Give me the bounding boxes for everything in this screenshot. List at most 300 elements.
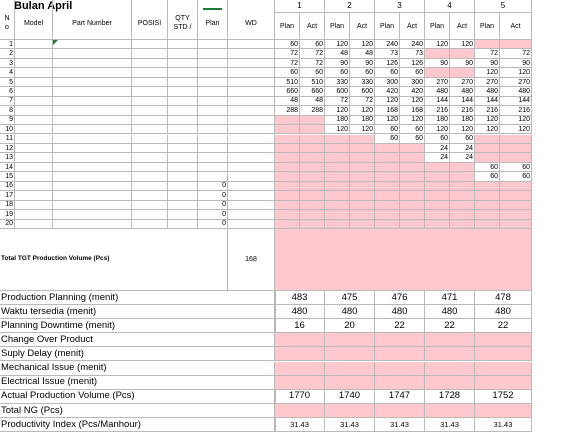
summary-day-4[interactable]: 22 xyxy=(425,319,475,333)
row-number[interactable]: 15 xyxy=(0,172,15,181)
row-number[interactable]: 5 xyxy=(0,78,15,87)
value-cell[interactable]: 120 xyxy=(500,125,532,134)
wd-cell[interactable] xyxy=(228,153,275,162)
summary-day-1[interactable] xyxy=(275,404,325,418)
row-number[interactable]: 13 xyxy=(0,153,15,162)
plan-cell[interactable] xyxy=(198,153,228,162)
value-cell[interactable] xyxy=(275,191,300,200)
summary-day-1[interactable]: 1770 xyxy=(275,390,325,404)
row-number[interactable]: 19 xyxy=(0,210,15,219)
summary-day-3[interactable]: 480 xyxy=(375,305,425,319)
value-cell[interactable]: 120 xyxy=(475,125,500,134)
day-header-2[interactable]: 2 xyxy=(325,0,375,13)
value-cell[interactable] xyxy=(275,220,300,229)
part-number-cell[interactable] xyxy=(53,116,132,125)
value-cell[interactable] xyxy=(325,144,350,153)
wd-cell[interactable] xyxy=(228,116,275,125)
row-number[interactable]: 11 xyxy=(0,135,15,144)
model-cell[interactable] xyxy=(15,172,53,181)
row-number[interactable]: 8 xyxy=(0,106,15,115)
value-cell[interactable]: 72 xyxy=(275,59,300,68)
total-tgt-blank[interactable] xyxy=(275,229,532,291)
value-cell[interactable] xyxy=(425,201,450,210)
row-number[interactable]: 9 xyxy=(0,116,15,125)
summary-day-4[interactable] xyxy=(425,376,475,390)
plan-cell[interactable] xyxy=(198,59,228,68)
value-cell[interactable]: 72 xyxy=(300,59,325,68)
summary-day-5[interactable] xyxy=(475,347,532,361)
value-cell[interactable]: 120 xyxy=(325,125,350,134)
qty-cell[interactable] xyxy=(168,40,198,49)
model-cell[interactable] xyxy=(15,191,53,200)
model-cell[interactable] xyxy=(15,182,53,191)
value-cell[interactable] xyxy=(275,153,300,162)
value-cell[interactable] xyxy=(275,182,300,191)
row-number[interactable]: 12 xyxy=(0,144,15,153)
value-cell[interactable]: 120 xyxy=(450,125,475,134)
summary-day-2[interactable]: 480 xyxy=(325,305,375,319)
wd-cell[interactable] xyxy=(228,40,275,49)
plan-cell[interactable]: 0 xyxy=(198,210,228,219)
row-number[interactable]: 1 xyxy=(0,40,15,49)
summary-day-3[interactable] xyxy=(375,376,425,390)
day-header-4[interactable]: 4 xyxy=(425,0,475,13)
value-cell[interactable]: 120 xyxy=(500,116,532,125)
column-header-wd[interactable]: WD xyxy=(228,0,275,40)
plan-cell[interactable] xyxy=(198,172,228,181)
subheader-plan-day-5[interactable]: Plan xyxy=(475,13,500,40)
value-cell[interactable]: 480 xyxy=(450,87,475,96)
value-cell[interactable]: 216 xyxy=(475,106,500,115)
model-cell[interactable] xyxy=(15,116,53,125)
value-cell[interactable] xyxy=(400,220,425,229)
day-header-1[interactable]: 1 xyxy=(275,0,325,13)
value-cell[interactable]: 600 xyxy=(325,87,350,96)
value-cell[interactable] xyxy=(275,125,300,134)
summary-day-3[interactable] xyxy=(375,362,425,376)
plan-cell[interactable] xyxy=(198,87,228,96)
part-number-cell[interactable] xyxy=(53,40,132,49)
summary-day-5[interactable]: 22 xyxy=(475,319,532,333)
value-cell[interactable]: 480 xyxy=(500,87,532,96)
summary-day-5[interactable] xyxy=(475,333,532,347)
summary-day-3[interactable] xyxy=(375,404,425,418)
value-cell[interactable]: 120 xyxy=(425,40,450,49)
value-cell[interactable]: 270 xyxy=(450,78,475,87)
value-cell[interactable]: 60 xyxy=(475,163,500,172)
posisi-cell[interactable] xyxy=(132,116,168,125)
value-cell[interactable]: 120 xyxy=(400,116,425,125)
value-cell[interactable]: 216 xyxy=(425,106,450,115)
part-number-cell[interactable] xyxy=(53,78,132,87)
value-cell[interactable]: 510 xyxy=(300,78,325,87)
value-cell[interactable] xyxy=(275,144,300,153)
value-cell[interactable]: 120 xyxy=(450,40,475,49)
value-cell[interactable]: 660 xyxy=(275,87,300,96)
row-number[interactable]: 20 xyxy=(0,220,15,229)
value-cell[interactable] xyxy=(450,201,475,210)
value-cell[interactable]: 420 xyxy=(375,87,400,96)
value-cell[interactable]: 24 xyxy=(450,144,475,153)
value-cell[interactable] xyxy=(475,135,500,144)
plan-cell[interactable]: 0 xyxy=(198,220,228,229)
value-cell[interactable] xyxy=(350,201,375,210)
value-cell[interactable]: 288 xyxy=(275,106,300,115)
value-cell[interactable] xyxy=(475,153,500,162)
qty-cell[interactable] xyxy=(168,220,198,229)
value-cell[interactable] xyxy=(400,144,425,153)
value-cell[interactable] xyxy=(350,144,375,153)
summary-day-4[interactable] xyxy=(425,404,475,418)
summary-day-4[interactable]: 1728 xyxy=(425,390,475,404)
value-cell[interactable] xyxy=(375,172,400,181)
part-number-cell[interactable] xyxy=(53,191,132,200)
wd-cell[interactable] xyxy=(228,78,275,87)
value-cell[interactable]: 48 xyxy=(350,49,375,58)
model-cell[interactable] xyxy=(15,106,53,115)
row-number[interactable]: 2 xyxy=(0,49,15,58)
value-cell[interactable]: 60 xyxy=(400,125,425,134)
value-cell[interactable] xyxy=(375,191,400,200)
value-cell[interactable] xyxy=(425,68,450,77)
value-cell[interactable]: 72 xyxy=(350,97,375,106)
subheader-act-day-5[interactable]: Act xyxy=(500,13,532,40)
summary-day-5[interactable]: 31.43 xyxy=(475,418,532,432)
value-cell[interactable]: 60 xyxy=(350,68,375,77)
value-cell[interactable]: 120 xyxy=(350,125,375,134)
wd-cell[interactable] xyxy=(228,201,275,210)
summary-day-4[interactable] xyxy=(425,347,475,361)
posisi-cell[interactable] xyxy=(132,59,168,68)
qty-cell[interactable] xyxy=(168,135,198,144)
column-header-model[interactable]: Model xyxy=(15,0,53,40)
value-cell[interactable] xyxy=(300,125,325,134)
summary-day-3[interactable] xyxy=(375,347,425,361)
value-cell[interactable] xyxy=(425,163,450,172)
summary-label[interactable]: Productivity Index (Pcs/Manhour) xyxy=(0,418,275,432)
summary-day-2[interactable]: 20 xyxy=(325,319,375,333)
value-cell[interactable] xyxy=(500,210,532,219)
value-cell[interactable] xyxy=(325,210,350,219)
value-cell[interactable] xyxy=(450,191,475,200)
summary-day-5[interactable] xyxy=(475,362,532,376)
summary-day-2[interactable]: 1740 xyxy=(325,390,375,404)
row-number[interactable]: 17 xyxy=(0,191,15,200)
value-cell[interactable] xyxy=(425,172,450,181)
value-cell[interactable] xyxy=(325,182,350,191)
posisi-cell[interactable] xyxy=(132,172,168,181)
wd-cell[interactable] xyxy=(228,210,275,219)
part-number-cell[interactable] xyxy=(53,172,132,181)
value-cell[interactable]: 90 xyxy=(450,59,475,68)
day-header-3[interactable]: 3 xyxy=(375,0,425,13)
value-cell[interactable] xyxy=(450,182,475,191)
qty-cell[interactable] xyxy=(168,68,198,77)
summary-day-4[interactable] xyxy=(425,333,475,347)
value-cell[interactable]: 144 xyxy=(475,97,500,106)
part-number-cell[interactable] xyxy=(53,163,132,172)
value-cell[interactable]: 60 xyxy=(275,68,300,77)
subheader-act-day-2[interactable]: Act xyxy=(350,13,375,40)
summary-day-1[interactable]: 16 xyxy=(275,319,325,333)
value-cell[interactable] xyxy=(425,210,450,219)
value-cell[interactable]: 420 xyxy=(400,87,425,96)
model-cell[interactable] xyxy=(15,163,53,172)
value-cell[interactable] xyxy=(325,191,350,200)
column-header-part-number[interactable]: Part Number xyxy=(53,0,132,40)
value-cell[interactable] xyxy=(350,153,375,162)
subheader-act-day-4[interactable]: Act xyxy=(450,13,475,40)
value-cell[interactable]: 600 xyxy=(350,87,375,96)
value-cell[interactable]: 60 xyxy=(300,68,325,77)
posisi-cell[interactable] xyxy=(132,87,168,96)
value-cell[interactable] xyxy=(500,182,532,191)
value-cell[interactable]: 168 xyxy=(375,106,400,115)
value-cell[interactable]: 126 xyxy=(375,59,400,68)
value-cell[interactable]: 120 xyxy=(325,40,350,49)
value-cell[interactable]: 120 xyxy=(325,106,350,115)
total-tgt-value[interactable]: 168 xyxy=(228,229,275,291)
qty-cell[interactable] xyxy=(168,116,198,125)
value-cell[interactable] xyxy=(300,182,325,191)
row-number[interactable]: 3 xyxy=(0,59,15,68)
plan-cell[interactable] xyxy=(198,78,228,87)
summary-day-5[interactable]: 478 xyxy=(475,291,532,305)
value-cell[interactable] xyxy=(300,220,325,229)
subheader-plan-day-2[interactable]: Plan xyxy=(325,13,350,40)
value-cell[interactable]: 60 xyxy=(500,172,532,181)
summary-label[interactable]: Suply Delay (menit) xyxy=(0,347,275,361)
row-number[interactable]: 10 xyxy=(0,125,15,134)
value-cell[interactable]: 60 xyxy=(400,68,425,77)
summary-day-5[interactable] xyxy=(475,404,532,418)
value-cell[interactable] xyxy=(300,163,325,172)
value-cell[interactable]: 73 xyxy=(400,49,425,58)
subheader-plan-day-4[interactable]: Plan xyxy=(425,13,450,40)
posisi-cell[interactable] xyxy=(132,135,168,144)
value-cell[interactable] xyxy=(350,172,375,181)
value-cell[interactable]: 60 xyxy=(375,68,400,77)
summary-label[interactable]: Actual Production Volume (Pcs) xyxy=(0,390,275,404)
value-cell[interactable] xyxy=(425,191,450,200)
value-cell[interactable] xyxy=(350,163,375,172)
summary-day-2[interactable] xyxy=(325,333,375,347)
posisi-cell[interactable] xyxy=(132,68,168,77)
row-number[interactable]: 6 xyxy=(0,87,15,96)
value-cell[interactable] xyxy=(450,172,475,181)
wd-cell[interactable] xyxy=(228,59,275,68)
value-cell[interactable]: 180 xyxy=(450,116,475,125)
model-cell[interactable] xyxy=(15,87,53,96)
value-cell[interactable] xyxy=(275,163,300,172)
value-cell[interactable] xyxy=(325,172,350,181)
posisi-cell[interactable] xyxy=(132,153,168,162)
value-cell[interactable] xyxy=(275,201,300,210)
value-cell[interactable] xyxy=(325,135,350,144)
column-header-no[interactable]: N o xyxy=(0,0,15,40)
summary-day-5[interactable]: 1752 xyxy=(475,390,532,404)
value-cell[interactable] xyxy=(375,201,400,210)
value-cell[interactable]: 144 xyxy=(450,97,475,106)
summary-day-1[interactable]: 480 xyxy=(275,305,325,319)
value-cell[interactable]: 300 xyxy=(375,78,400,87)
model-cell[interactable] xyxy=(15,201,53,210)
plan-cell[interactable] xyxy=(198,116,228,125)
qty-cell[interactable] xyxy=(168,49,198,58)
summary-day-3[interactable]: 22 xyxy=(375,319,425,333)
summary-day-4[interactable]: 480 xyxy=(425,305,475,319)
value-cell[interactable] xyxy=(300,172,325,181)
part-number-cell[interactable] xyxy=(53,49,132,58)
value-cell[interactable] xyxy=(275,210,300,219)
wd-cell[interactable] xyxy=(228,49,275,58)
row-number[interactable]: 7 xyxy=(0,97,15,106)
plan-cell[interactable] xyxy=(198,97,228,106)
value-cell[interactable]: 90 xyxy=(475,59,500,68)
qty-cell[interactable] xyxy=(168,97,198,106)
value-cell[interactable] xyxy=(300,144,325,153)
part-number-cell[interactable] xyxy=(53,182,132,191)
posisi-cell[interactable] xyxy=(132,97,168,106)
value-cell[interactable] xyxy=(400,210,425,219)
value-cell[interactable]: 60 xyxy=(500,163,532,172)
subheader-plan-day-1[interactable]: Plan xyxy=(275,13,300,40)
posisi-cell[interactable] xyxy=(132,40,168,49)
summary-day-1[interactable] xyxy=(275,362,325,376)
value-cell[interactable]: 60 xyxy=(475,172,500,181)
value-cell[interactable] xyxy=(275,172,300,181)
value-cell[interactable]: 90 xyxy=(500,59,532,68)
summary-day-2[interactable] xyxy=(325,376,375,390)
value-cell[interactable]: 120 xyxy=(375,116,400,125)
qty-cell[interactable] xyxy=(168,59,198,68)
value-cell[interactable] xyxy=(475,210,500,219)
summary-day-4[interactable] xyxy=(425,362,475,376)
model-cell[interactable] xyxy=(15,40,53,49)
value-cell[interactable] xyxy=(375,153,400,162)
value-cell[interactable]: 180 xyxy=(325,116,350,125)
value-cell[interactable]: 48 xyxy=(275,97,300,106)
value-cell[interactable]: 72 xyxy=(475,49,500,58)
model-cell[interactable] xyxy=(15,144,53,153)
value-cell[interactable]: 270 xyxy=(475,78,500,87)
summary-day-2[interactable] xyxy=(325,362,375,376)
value-cell[interactable] xyxy=(375,220,400,229)
value-cell[interactable] xyxy=(325,201,350,210)
value-cell[interactable] xyxy=(325,220,350,229)
wd-cell[interactable] xyxy=(228,97,275,106)
total-tgt-label[interactable]: Total TGT Production Volume (Pcs) xyxy=(0,229,228,291)
day-header-5[interactable]: 5 xyxy=(475,0,532,13)
value-cell[interactable] xyxy=(325,153,350,162)
summary-day-2[interactable] xyxy=(325,404,375,418)
column-header-plan[interactable]: Plan xyxy=(198,0,228,40)
value-cell[interactable]: 180 xyxy=(425,116,450,125)
posisi-cell[interactable] xyxy=(132,106,168,115)
summary-label[interactable]: Planning Downtime (menit) xyxy=(0,319,275,333)
subheader-act-day-3[interactable]: Act xyxy=(400,13,425,40)
value-cell[interactable]: 60 xyxy=(325,68,350,77)
summary-day-1[interactable]: 31.43 xyxy=(275,418,325,432)
value-cell[interactable] xyxy=(475,182,500,191)
value-cell[interactable]: 73 xyxy=(375,49,400,58)
wd-cell[interactable] xyxy=(228,144,275,153)
value-cell[interactable] xyxy=(350,135,375,144)
value-cell[interactable]: 60 xyxy=(450,135,475,144)
value-cell[interactable]: 300 xyxy=(400,78,425,87)
wd-cell[interactable] xyxy=(228,191,275,200)
summary-day-4[interactable]: 31.43 xyxy=(425,418,475,432)
model-cell[interactable] xyxy=(15,78,53,87)
value-cell[interactable] xyxy=(300,210,325,219)
qty-cell[interactable] xyxy=(168,191,198,200)
subheader-act-day-1[interactable]: Act xyxy=(300,13,325,40)
posisi-cell[interactable] xyxy=(132,210,168,219)
qty-cell[interactable] xyxy=(168,87,198,96)
value-cell[interactable] xyxy=(425,49,450,58)
plan-cell[interactable]: 0 xyxy=(198,191,228,200)
wd-cell[interactable] xyxy=(228,68,275,77)
row-number[interactable]: 18 xyxy=(0,201,15,210)
qty-cell[interactable] xyxy=(168,153,198,162)
summary-day-3[interactable]: 476 xyxy=(375,291,425,305)
plan-cell[interactable] xyxy=(198,163,228,172)
posisi-cell[interactable] xyxy=(132,191,168,200)
plan-cell[interactable] xyxy=(198,40,228,49)
value-cell[interactable] xyxy=(425,182,450,191)
value-cell[interactable] xyxy=(350,210,375,219)
value-cell[interactable]: 60 xyxy=(400,135,425,144)
posisi-cell[interactable] xyxy=(132,125,168,134)
value-cell[interactable]: 240 xyxy=(375,40,400,49)
value-cell[interactable] xyxy=(500,220,532,229)
summary-day-3[interactable]: 31.43 xyxy=(375,418,425,432)
value-cell[interactable]: 60 xyxy=(425,135,450,144)
value-cell[interactable] xyxy=(375,182,400,191)
part-number-cell[interactable] xyxy=(53,87,132,96)
column-header-qty[interactable]: QTY STD / xyxy=(168,0,198,40)
summary-day-3[interactable] xyxy=(375,333,425,347)
value-cell[interactable]: 480 xyxy=(475,87,500,96)
summary-label[interactable]: Waktu tersedia (menit) xyxy=(0,305,275,319)
plan-cell[interactable] xyxy=(198,68,228,77)
value-cell[interactable]: 120 xyxy=(400,97,425,106)
value-cell[interactable]: 120 xyxy=(500,68,532,77)
summary-day-4[interactable]: 471 xyxy=(425,291,475,305)
value-cell[interactable]: 120 xyxy=(425,125,450,134)
summary-day-2[interactable] xyxy=(325,347,375,361)
model-cell[interactable] xyxy=(15,49,53,58)
value-cell[interactable]: 60 xyxy=(375,125,400,134)
summary-day-1[interactable] xyxy=(275,376,325,390)
value-cell[interactable] xyxy=(500,40,532,49)
wd-cell[interactable] xyxy=(228,182,275,191)
value-cell[interactable] xyxy=(450,68,475,77)
qty-cell[interactable] xyxy=(168,182,198,191)
plan-cell[interactable] xyxy=(198,49,228,58)
value-cell[interactable]: 168 xyxy=(400,106,425,115)
posisi-cell[interactable] xyxy=(132,182,168,191)
wd-cell[interactable] xyxy=(228,87,275,96)
model-cell[interactable] xyxy=(15,210,53,219)
model-cell[interactable] xyxy=(15,97,53,106)
value-cell[interactable]: 120 xyxy=(475,116,500,125)
value-cell[interactable]: 144 xyxy=(425,97,450,106)
value-cell[interactable]: 24 xyxy=(425,153,450,162)
value-cell[interactable] xyxy=(475,191,500,200)
wd-cell[interactable] xyxy=(228,220,275,229)
summary-day-3[interactable]: 1747 xyxy=(375,390,425,404)
